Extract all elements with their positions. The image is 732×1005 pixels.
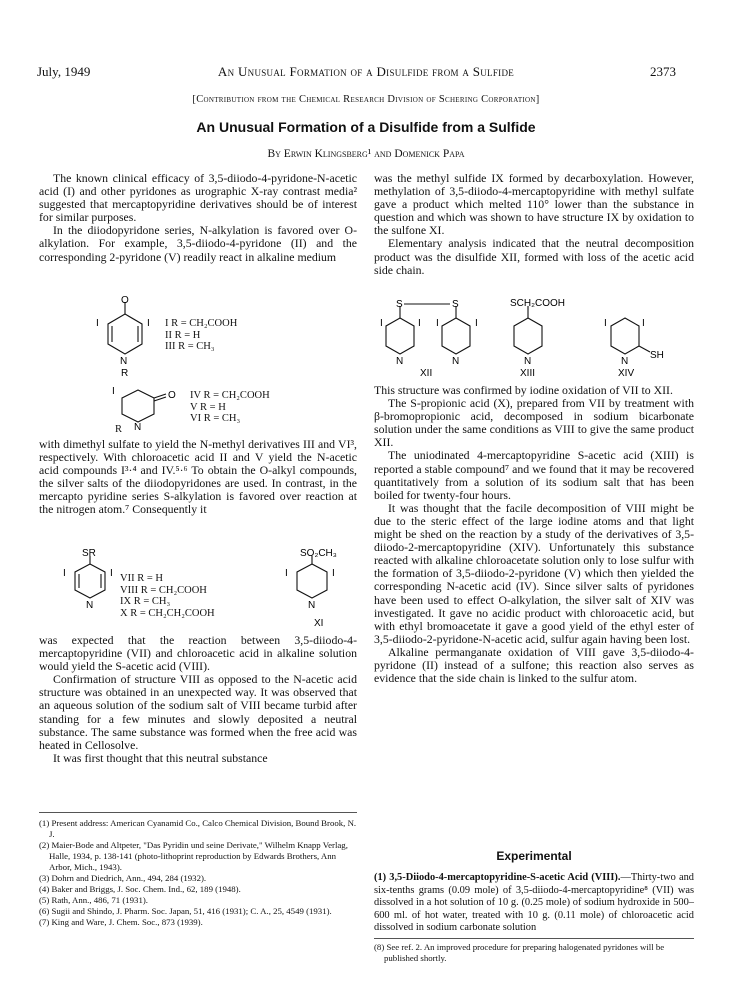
legend-group2: IV R = CH₂COOH V R = H VI R = CH₃ xyxy=(190,390,270,424)
atom-i: I xyxy=(436,318,439,329)
left-mid xyxy=(39,438,357,517)
atom-n: N xyxy=(524,356,532,367)
paragraph: was the methyl sulfide IX formed by decarboxylation. However, methylation of 3,5-diiodo-4-mercaptopyridine with methyl sulfate gave a product which melted 110° lower than the substance in question and which was shown to have structure IX by oxidation to the sulfone XI. xyxy=(374,171,694,238)
contribution-line: [Contribution from the Chemical Research Division of Schering Corporation] xyxy=(192,94,540,105)
atom-i: I xyxy=(604,318,607,329)
atom-o: O xyxy=(168,390,176,401)
atom-n: N xyxy=(621,356,629,367)
paragraph: It was first thought that this neutral substance xyxy=(53,750,268,765)
paragraph: with dimethyl sulfate to yield the N-methyl derivatives III and VI³, respectively. With chloroacetic acid II and V yield the N-acetic acid compounds I³·⁴ and IV.⁵·⁶ To obtain the O-alkyl compounds, the silver salts of the diiodopyridones are used. In contrast, in the mercapto pyridine series S-alkylation is favored over reaction at the nitrogen atom.⁷ Consequently it xyxy=(39,437,357,517)
atom-i: I xyxy=(380,318,383,329)
atom-n: N xyxy=(452,356,460,367)
footnote-rule xyxy=(374,938,694,939)
page-number: 2373 xyxy=(650,64,676,79)
paragraph: It was thought that the facile decomposition of VIII might be due to the steric effect of the large iodine atoms and that light might be shed on the reaction by a study of the derivatives of 3,5-diiodo-2-mercaptopyridine (XIV). Unfortunately this substance reacted with alkaline chloroacetate solution only to lose sulfur with the formation of 3,5-diiodo-2-pyridone (V) which then yielded the corresponding N-acetic acid (IV). Since silver salts of pyridones have been used to effect O-alkylation, the silver salt of XIV was investigated. It gave no acidic product with chloroacetic acid, but with ethyl bromoacetate it gave a good yield of the ethyl ester of 3,5-diiodo-2-pyridone-N-acetic acid, sulfur again having been lost. xyxy=(374,500,694,646)
atom-r: R xyxy=(115,424,123,435)
atom-r: R xyxy=(121,368,129,378)
paragraph: The uniodinated 4-mercaptopyridine S-acetic acid (XIII) is reported a stable compound⁷ and we found that it may be recovered quantitatively from a solution of its sodium salt that has been boiled for twenty-four hours. xyxy=(374,448,694,502)
experimental-heading: Experimental xyxy=(496,849,572,863)
group-so2ch3: SO₂CH₃ xyxy=(300,548,337,559)
atom-o: O xyxy=(121,296,129,306)
paragraph: The known clinical efficacy of 3,5-diiodo-4-pyridone-N-acetic acid (I) and other pyridones as urographic X-ray contrast media² suggested that mercaptopyridine derivatives should be of interest for similar purposes. xyxy=(39,171,357,225)
footnotes: (1) Present address: American Cyanamid Co., Calco Chemical Division, Bound Brook, N. J. (2) Maier-Bode and Altpeter, "Das Pyridin und seine Derivate," Wilhelm Knapp Verlag, Halle, 1934, p. 138-141 (photo-lithoprint reproduction by Edwards Brothers, Ann Arbor, Mich., 1943). (3) Dohrn and Diedrich, Ann., 494, 284 (1932). (4) Baker and Briggs, J. Soc. Chem. Ind., 62, 189 (1948). (5) Rath, Ann., 486, 71 (1931). (6) Sugii and Shindo, J. Pharm. Soc. Japan, 51, 416 (1931); C. A., 25, 4549 (1931). (7) King and Ware, J. Chem. Soc., 873 (1939). xyxy=(39,818,357,927)
atom-s: S xyxy=(452,299,459,310)
paragraph: was expected that the reaction between 3,5-diiodo-4-mercaptopyridine (VII) and chloroacetic acid in alkaline solution would yield the S-acetic acid (VIII). xyxy=(39,633,357,674)
running-title: An Unusual Formation of a Disulfide from a Sulfide xyxy=(217,64,515,79)
atom-i: I xyxy=(63,568,66,579)
footnote-rule xyxy=(39,812,357,813)
legend-group3: VII R = H VIII R = CH₂COOH IX R = CH₃ X R = CH₂CH₂COOH xyxy=(120,573,215,619)
experimental-body: —Thirty-two and six-tenths grams (0.09 mole) of 3,5-diiodo-4-mercaptopyridine⁸ (VII) was dissolved in a hot solution of 10 g. (0.25 mole) of sodium hydroxide in 500–600 ml. of hot water, treated with 10 g. (0.11 mole) of chloroacetic acid dissolved in sodium carbonate solution xyxy=(374,872,694,933)
atom-n: N xyxy=(120,356,128,367)
atom-i: I xyxy=(285,568,288,579)
right-bottom xyxy=(374,384,694,685)
atom-n: N xyxy=(396,356,404,367)
experimental-text xyxy=(374,872,694,935)
atom-i: I xyxy=(332,568,335,579)
paragraph: This structure was confirmed by iodine oxidation of VII to XII. xyxy=(374,383,673,397)
atom-i: I xyxy=(112,386,115,397)
group-sh: SH xyxy=(650,350,664,361)
atom-i: I xyxy=(147,318,150,329)
group-sch2cooh: SCH₂COOH xyxy=(510,298,565,309)
sulfone-structure-xi xyxy=(282,548,357,630)
group-sr: SR xyxy=(82,548,96,559)
left-lower xyxy=(39,634,357,765)
atom-i: I xyxy=(96,318,99,329)
paragraph: Confirmation of structure VIII as opposed to the N-acetic acid structure was obtained in an unexpected way. It was observed that an aqueous solution of the sodium salt of VIII became turbid after standing for a few minutes and slowly deposited a neutral substance. The same substance was formed when the free acid was heated in Cellosolve. xyxy=(39,672,357,752)
atom-i: I xyxy=(418,318,421,329)
header-date: July, 1949 xyxy=(37,64,91,79)
paragraph: Elementary analysis indicated that the neutral decomposition product was the disulfide XII, formed with loss of the acetic acid side chain. xyxy=(374,236,694,277)
label-xi: XI xyxy=(314,618,324,629)
atom-i: I xyxy=(642,318,645,329)
right-top xyxy=(374,172,694,277)
disulfide-structures xyxy=(380,296,700,380)
footnote-8: (8) See ref. 2. An improved procedure for preparing halogenated pyridones will be published shortly. xyxy=(374,942,665,963)
label-xii: XII xyxy=(420,368,433,379)
byline: By Erwin Klingsberg¹ and Domenick Papa xyxy=(267,148,465,160)
experimental-subheading: (1) 3,5-Diiodo-4-mercaptopyridine-S-acetic Acid (VIII). xyxy=(374,872,621,883)
atom-n: N xyxy=(134,422,142,433)
paragraph: Alkaline permanganate oxidation of VIII gave 3,5-diiodo-4-pyridone (II) instead of a sulfone; this reaction also serves as evidence that the side chain is linked to the sulfur atom. xyxy=(374,644,694,686)
atom-s: S xyxy=(396,299,403,310)
label-xiii: XIII xyxy=(520,368,536,379)
atom-n: N xyxy=(308,600,316,611)
atom-n: N xyxy=(86,600,94,611)
atom-i: I xyxy=(475,318,478,329)
pyridone-structure-1 xyxy=(90,296,160,378)
paragraph: The S-propionic acid (X), prepared from VII by treatment with β-bromopropionic acid, decomposed in sodium bicarbonate solution under the same conditions as VIII to give the same product XII. xyxy=(374,396,694,450)
mercaptopyridine-structure xyxy=(60,548,120,620)
legend-group1: I R = CH₂COOH II R = H III R = CH₃ xyxy=(165,318,238,352)
left-intro xyxy=(39,172,357,264)
atom-i: I xyxy=(110,568,113,579)
label-xiv: XIV xyxy=(618,368,635,379)
article-title: An Unusual Formation of a Disulfide from a Sulfide xyxy=(196,119,536,135)
paragraph: In the diiodopyridone series, N-alkylation is favored over O-alkylation. For example, 3,5-diiodo-4-pyridone (II) and the corresponding 2-pyridone (V) readily react in alkaline medium xyxy=(39,223,357,264)
